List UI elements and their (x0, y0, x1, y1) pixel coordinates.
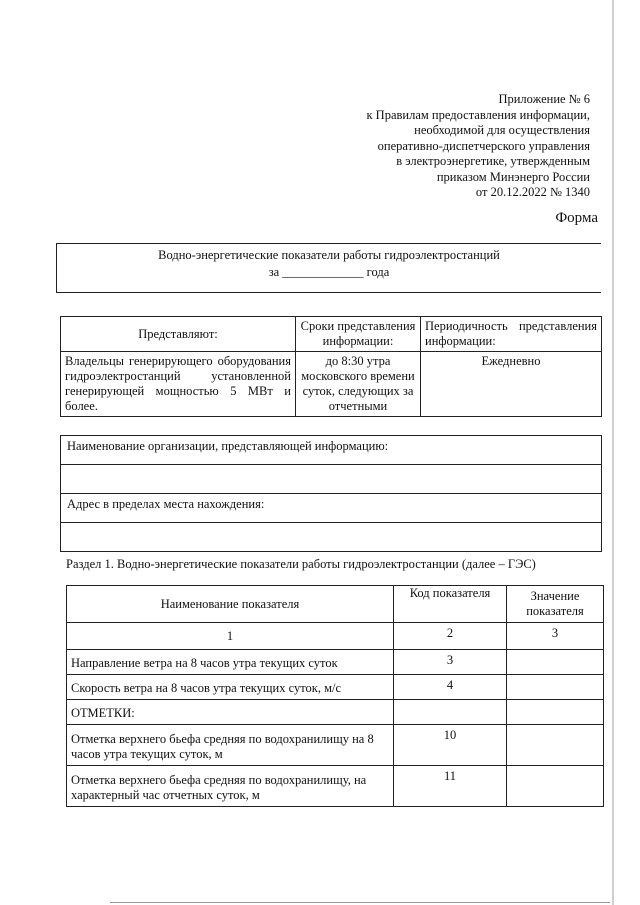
appendix-line: оперативно-диспетчерского управления (377, 138, 590, 153)
indicator-value-field[interactable] (507, 766, 604, 807)
header-deadline: Сроки представления информации: (296, 317, 421, 352)
number-cell: 2 (394, 623, 507, 650)
indicator-value-field[interactable] (507, 650, 604, 675)
cell-deadline: до 8:30 утра московского времени суток, следующих за отчетными (296, 352, 421, 417)
indicator-name: ОТМЕТКИ: (67, 700, 394, 725)
document-title-box (56, 243, 601, 293)
indicator-value-field[interactable] (507, 725, 604, 766)
indicator-code: 4 (394, 675, 507, 700)
appendix-line: необходимой для осуществления (414, 123, 590, 137)
section-1-title: Раздел 1. Водно-энергетические показатели работы гидроэлектростанции (далее – ГЭС) (66, 557, 536, 571)
header-indicator-value: Значение показателя (507, 586, 604, 623)
scan-edge-line (612, 0, 614, 905)
appendix-line: в электроэнергетике, утвержденным (396, 154, 590, 168)
cell-providers: Владельцы генерирующего оборудования гидроэлектростанций установленной генерирующей мощностью 5 МВт и более. (61, 352, 296, 417)
table-header-row (61, 317, 602, 352)
form-label: Форма (555, 210, 598, 226)
appendix-line: от 20.12.2022 № 1340 (475, 185, 590, 199)
header-providers: Представляют: (61, 317, 296, 352)
table-row (67, 725, 604, 766)
appendix-line: к Правилам предоставления информации, (366, 107, 590, 122)
indicator-code: 11 (394, 766, 507, 807)
header-frequency: Периодичность представления информации: (421, 317, 602, 352)
indicator-name: Направление ветра на 8 часов утра текущих суток (67, 650, 394, 675)
address-label: Адрес в пределах места нахождения: (61, 494, 602, 523)
table-row (67, 675, 604, 700)
document-title: Водно-энергетические показатели работы гидроэлектростанций (158, 248, 500, 262)
table-row (67, 650, 604, 675)
indicator-name: Отметка верхнего бьефа средняя по водохранилищу на 8 часов утра текущих суток, м (67, 725, 394, 766)
indicator-name: Скорость ветра на 8 часов утра текущих суток, м/с (67, 675, 394, 700)
appendix-header (340, 92, 590, 201)
table-row (61, 352, 602, 417)
indicators-table (66, 585, 604, 807)
submission-table (60, 316, 602, 417)
appendix-line: Приложение № 6 (498, 92, 590, 106)
organization-name-field[interactable] (61, 465, 602, 494)
numbering-row (67, 623, 604, 650)
cell-frequency: Ежедневно (421, 352, 602, 417)
indicator-code: 10 (394, 725, 507, 766)
organization-table (60, 435, 602, 552)
table-row (67, 700, 604, 725)
organization-name-label: Наименование организации, представляющей информацию: (61, 436, 602, 465)
table-header-row (67, 586, 604, 623)
address-field[interactable] (61, 523, 602, 552)
table-row (67, 766, 604, 807)
scan-bottom-line (110, 902, 610, 903)
document-period: за _____________ года (268, 265, 390, 279)
appendix-line: приказом Минэнерго России (436, 169, 590, 184)
number-cell: 3 (507, 623, 604, 650)
indicator-code (394, 700, 507, 725)
indicator-value-field[interactable] (507, 675, 604, 700)
indicator-name: Отметка верхнего бьефа средняя по водохранилищу, на характерный час отчетных суток, м (67, 766, 394, 807)
header-indicator-code: Код показателя (394, 586, 507, 623)
number-cell: 1 (67, 623, 394, 650)
header-indicator-name: Наименование показателя (67, 586, 394, 623)
indicator-value-field[interactable] (507, 700, 604, 725)
indicator-code: 3 (394, 650, 507, 675)
